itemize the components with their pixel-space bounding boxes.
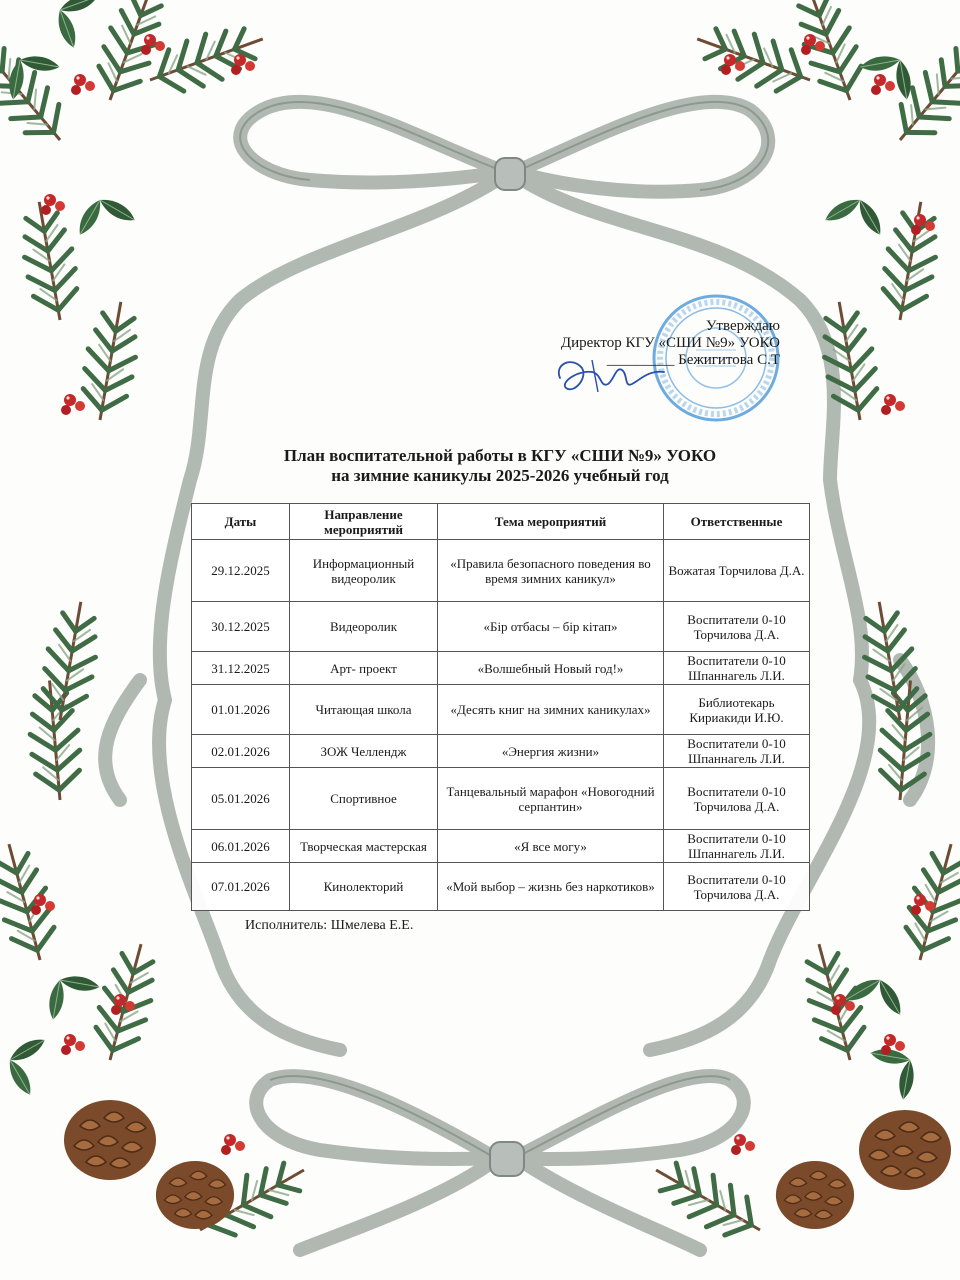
header-responsible: Ответственные — [664, 504, 810, 540]
header-topic: Тема мероприятий — [438, 504, 664, 540]
table-row — [192, 830, 810, 863]
cell-date: 07.01.2026 — [192, 863, 290, 911]
cell-topic: «Волшебный Новый год!» — [438, 652, 664, 685]
cell-topic: «Энергия жизни» — [438, 735, 664, 768]
cell-responsible: Библиотекарь Кириакиди И.Ю. — [664, 685, 810, 735]
cell-direction: Информационный видеоролик — [290, 540, 438, 602]
cell-direction: Спортивное — [290, 768, 438, 830]
table-row — [192, 602, 810, 652]
table-row — [192, 863, 810, 911]
cell-topic: «Бір отбасы – бір кітап» — [438, 602, 664, 652]
cell-date: 06.01.2026 — [192, 830, 290, 863]
header-direction: Направление мероприятий — [290, 504, 438, 540]
cell-direction: Арт- проект — [290, 652, 438, 685]
approval-position: Директор КГУ «СШИ №9» УОКО — [560, 335, 780, 351]
cell-responsible: Воспитатели 0-10 Шпаннагель Л.И. — [664, 735, 810, 768]
table-row — [192, 685, 810, 735]
cell-responsible: Воспитатели 0-10 Торчилова Д.А. — [664, 863, 810, 911]
cell-topic: Танцевальный марафон «Новогодний серпантин» — [438, 768, 664, 830]
approval-block — [561, 318, 780, 369]
cell-direction: Читающая школа — [290, 685, 438, 735]
cell-topic: «Десять книг на зимних каникулах» — [438, 685, 664, 735]
cell-topic: «Мой выбор – жизнь без наркотиков» — [438, 863, 664, 911]
cell-direction: ЗОЖ Челлендж — [290, 735, 438, 768]
cell-date: 31.12.2025 — [192, 652, 290, 685]
cell-direction: Видеоролик — [290, 602, 438, 652]
table-row — [192, 540, 810, 602]
approval-heading: Утверждаю — [705, 318, 780, 334]
cell-topic: «Правила безопасного поведения во время зимних каникул» — [438, 540, 664, 602]
table-row — [192, 768, 810, 830]
cell-responsible: Воспитатели 0-10 Торчилова Д.А. — [664, 602, 810, 652]
table-row — [192, 735, 810, 768]
table-header-row — [192, 504, 810, 540]
cell-responsible: Воспитатели 0-10 Торчилова Д.А. — [664, 768, 810, 830]
title-line-2: на зимние каникулы 2025-2026 учебный год — [331, 466, 669, 485]
cell-responsible: Воспитатели 0-10 Шпаннагель Л.И. — [664, 652, 810, 685]
approval-signature-line: _________ Бежигитова С.Т — [606, 352, 780, 368]
cell-direction: Творческая мастерская — [290, 830, 438, 863]
cell-responsible: Воспитатели 0-10 Шпаннагель Л.И. — [664, 830, 810, 863]
cell-responsible: Вожатая Торчилова Д.А. — [664, 540, 810, 602]
cell-date: 05.01.2026 — [192, 768, 290, 830]
title-line-1: План воспитательной работы в КГУ «СШИ №9» УОКО — [283, 446, 717, 465]
table-row — [192, 652, 810, 685]
cell-date: 30.12.2025 — [192, 602, 290, 652]
cell-date: 02.01.2026 — [192, 735, 290, 768]
cell-date: 29.12.2025 — [192, 540, 290, 602]
header-dates: Даты — [192, 504, 290, 540]
plan-table — [191, 503, 810, 911]
cell-date: 01.01.2026 — [192, 685, 290, 735]
cell-topic: «Я все могу» — [438, 830, 664, 863]
executor-note: Исполнитель: Шмелева Е.Е. — [245, 918, 414, 933]
document-title — [190, 446, 810, 486]
cell-direction: Кинолекторий — [290, 863, 438, 911]
